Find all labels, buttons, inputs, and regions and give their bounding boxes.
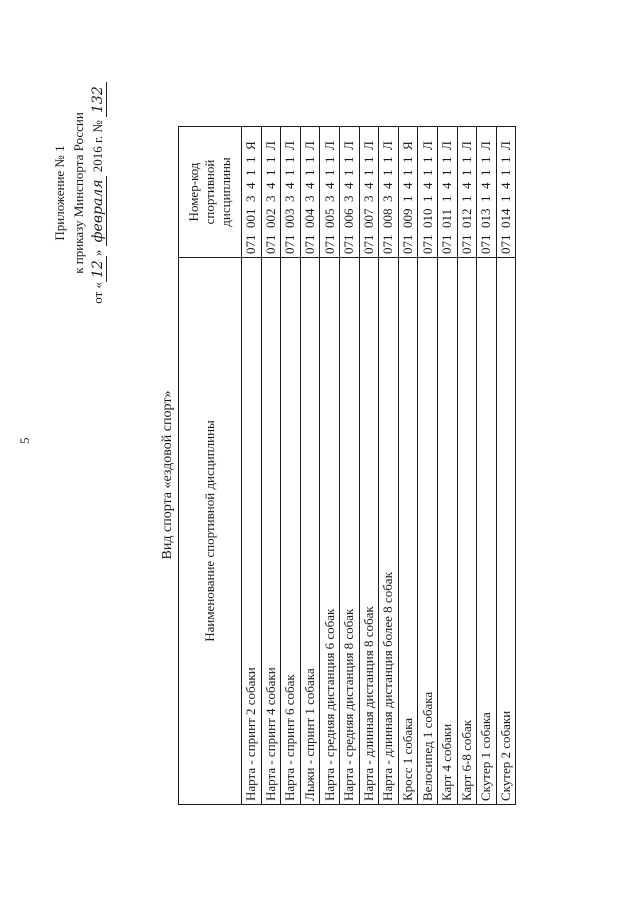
code-segment: 4	[400, 182, 416, 189]
discipline-code-cell	[496, 127, 516, 258]
code-segment: 1	[458, 156, 474, 163]
discipline-code-cell	[379, 127, 399, 258]
code-segment: 071	[262, 234, 278, 254]
discipline-code-cell	[242, 127, 262, 258]
discipline-name-cell: Нарта - спринт 4 собаки	[261, 258, 281, 805]
code-segment: 1	[458, 195, 474, 202]
code-segment: 1	[302, 169, 318, 176]
code-segment: 1	[498, 156, 514, 163]
discipline-name-cell: Велосипед 1 собака	[418, 258, 438, 805]
code-segment: 3	[360, 195, 376, 202]
code-segment: 006	[341, 208, 357, 228]
code-segment: 1	[341, 169, 357, 176]
code-segment: 4	[498, 182, 514, 189]
code-segment: 4	[282, 182, 298, 189]
discipline-name-cell: Нарта - средняя дистанция 8 собак	[339, 258, 359, 805]
code-segment: 071	[439, 234, 455, 254]
code-segment: 071	[341, 234, 357, 254]
code-segment: 3	[341, 195, 357, 202]
code-segment: 008	[380, 208, 396, 228]
page-number: 5	[17, 437, 32, 444]
table-body	[242, 127, 516, 805]
code-segment: Л	[341, 141, 357, 150]
code-segment: Я	[400, 141, 416, 150]
code-segment: 009	[400, 208, 416, 228]
code-segment: Л	[380, 141, 396, 150]
code-segment: 4	[321, 182, 337, 189]
code-segment: 004	[302, 208, 318, 228]
table-row	[281, 127, 301, 805]
date-mid: »	[90, 249, 105, 257]
code-segment: 001	[243, 208, 259, 228]
table-row	[261, 127, 281, 805]
code-segment: 1	[243, 169, 259, 176]
code-segment: 3	[243, 195, 259, 202]
code-segment: 4	[380, 182, 396, 189]
code-segment: 071	[380, 234, 396, 254]
code-segment: 005	[321, 208, 337, 228]
code-segment: 1	[439, 156, 455, 163]
discipline-code-cell	[398, 127, 418, 258]
code-segment: 3	[282, 195, 298, 202]
discipline-code-cell	[281, 127, 301, 258]
code-segment: 4	[243, 182, 259, 189]
code-segment: 071	[321, 234, 337, 254]
code-segment: 071	[302, 234, 318, 254]
code-segment: Л	[262, 141, 278, 150]
code-segment: 1	[439, 169, 455, 176]
date-day: 12	[90, 256, 107, 282]
code-segment: 1	[302, 156, 318, 163]
code-segment: 1	[419, 195, 435, 202]
appendix-title: Приложение № 1	[52, 145, 67, 241]
code-segment: Л	[419, 141, 435, 150]
code-segment: 3	[380, 195, 396, 202]
code-segment: 1	[262, 169, 278, 176]
code-segment: Л	[478, 141, 494, 150]
code-segment: 071	[458, 234, 474, 254]
code-segment: 1	[243, 156, 259, 163]
table-row	[457, 127, 477, 805]
code-segment: 010	[419, 208, 435, 228]
code-segment: 012	[458, 208, 474, 228]
code-segment: 1	[380, 156, 396, 163]
code-segment: 1	[439, 195, 455, 202]
code-segment: 1	[380, 169, 396, 176]
discipline-name-cell: Карт 4 собаки	[437, 258, 457, 805]
code-segment: 002	[262, 208, 278, 228]
discipline-name-cell: Нарта - спринт 2 собаки	[242, 258, 262, 805]
code-segment: Л	[498, 141, 514, 150]
code-segment: 4	[262, 182, 278, 189]
code-segment: 1	[498, 169, 514, 176]
disciplines-table	[178, 126, 516, 805]
discipline-code-cell	[359, 127, 379, 258]
sport-title: Вид спорта «ездовой спорт»	[160, 390, 175, 560]
code-segment: 1	[321, 156, 337, 163]
discipline-name-cell: Скутер 1 собака	[477, 258, 497, 805]
discipline-code-cell	[300, 127, 320, 258]
code-segment: 3	[262, 195, 278, 202]
discipline-code-cell	[339, 127, 359, 258]
table-row	[339, 127, 359, 805]
table-row	[477, 127, 497, 805]
code-segment: 071	[243, 234, 259, 254]
header-discipline-code: Номер-код спортивной дисциплины	[179, 127, 242, 258]
code-segment: 1	[419, 156, 435, 163]
code-segment: 1	[360, 156, 376, 163]
code-segment: 071	[400, 234, 416, 254]
code-segment: Л	[302, 141, 318, 150]
table-row	[418, 127, 438, 805]
code-segment: 1	[262, 156, 278, 163]
discipline-name-cell: Карт 6-8 собак	[457, 258, 477, 805]
code-segment: 1	[419, 169, 435, 176]
order-number: 132	[90, 82, 107, 117]
header-discipline-name: Наименование спортивной дисциплины	[179, 258, 242, 805]
code-segment: 3	[302, 195, 318, 202]
code-segment: 071	[478, 234, 494, 254]
code-segment: Л	[458, 141, 474, 150]
discipline-code-cell	[261, 127, 281, 258]
code-segment: Л	[360, 141, 376, 150]
table-row	[496, 127, 516, 805]
code-segment: 1	[400, 156, 416, 163]
code-segment: 4	[302, 182, 318, 189]
discipline-name-cell: Скутер 2 собаки	[496, 258, 516, 805]
date-year-suffix: 2016 г. №	[90, 120, 105, 173]
code-segment: Л	[439, 141, 455, 150]
discipline-code-cell	[457, 127, 477, 258]
code-segment: 071	[360, 234, 376, 254]
table-row	[242, 127, 262, 805]
discipline-code-cell	[437, 127, 457, 258]
discipline-code-cell	[418, 127, 438, 258]
table-row	[379, 127, 399, 805]
code-segment: 1	[498, 195, 514, 202]
discipline-name-cell: Кросс 1 собака	[398, 258, 418, 805]
discipline-code-cell	[320, 127, 340, 258]
discipline-name-cell: Нарта - спринт 6 собак	[281, 258, 301, 805]
code-segment: 071	[498, 234, 514, 254]
discipline-name-cell: Нарта - длинная дистанция более 8 собак	[379, 258, 399, 805]
discipline-name-cell: Нарта - длинная дистанция 8 собак	[359, 258, 379, 805]
code-segment: 4	[439, 182, 455, 189]
code-segment: 1	[478, 195, 494, 202]
code-segment: 1	[478, 169, 494, 176]
code-segment: Л	[321, 141, 337, 150]
code-segment: 4	[478, 182, 494, 189]
code-segment: Я	[243, 141, 259, 150]
table-row	[320, 127, 340, 805]
code-segment: 007	[360, 208, 376, 228]
code-segment: 071	[419, 234, 435, 254]
code-segment: 1	[282, 156, 298, 163]
code-segment: 071	[282, 234, 298, 254]
code-segment: 011	[439, 208, 455, 228]
code-segment: 1	[360, 169, 376, 176]
code-segment: 4	[458, 182, 474, 189]
code-segment: 4	[419, 182, 435, 189]
code-segment: 1	[282, 169, 298, 176]
table-row	[437, 127, 457, 805]
code-segment: 1	[400, 169, 416, 176]
table-row	[398, 127, 418, 805]
code-segment: 1	[321, 169, 337, 176]
table-row	[300, 127, 320, 805]
code-segment: 1	[341, 156, 357, 163]
date-prefix: от «	[90, 281, 105, 304]
code-segment: 1	[400, 195, 416, 202]
code-segment: 3	[321, 195, 337, 202]
discipline-code-cell	[477, 127, 497, 258]
code-segment: 4	[341, 182, 357, 189]
appendix-order-ref: к приказу Минспорта России	[71, 112, 86, 274]
discipline-name-cell: Лыжи - спринт 1 собака	[300, 258, 320, 805]
appendix-date-line	[88, 13, 107, 373]
appendix-header	[50, 13, 107, 373]
code-segment: 003	[282, 208, 298, 228]
discipline-name-cell: Нарта - средняя дистанция 6 собак	[320, 258, 340, 805]
code-segment: 1	[458, 169, 474, 176]
code-segment: 1	[478, 156, 494, 163]
code-segment: Л	[282, 141, 298, 150]
code-segment: 013	[478, 208, 494, 228]
code-segment: 4	[360, 182, 376, 189]
code-segment: 014	[498, 208, 514, 228]
table-header-row	[179, 127, 242, 805]
table-row	[359, 127, 379, 805]
date-month: февраля	[90, 176, 107, 247]
